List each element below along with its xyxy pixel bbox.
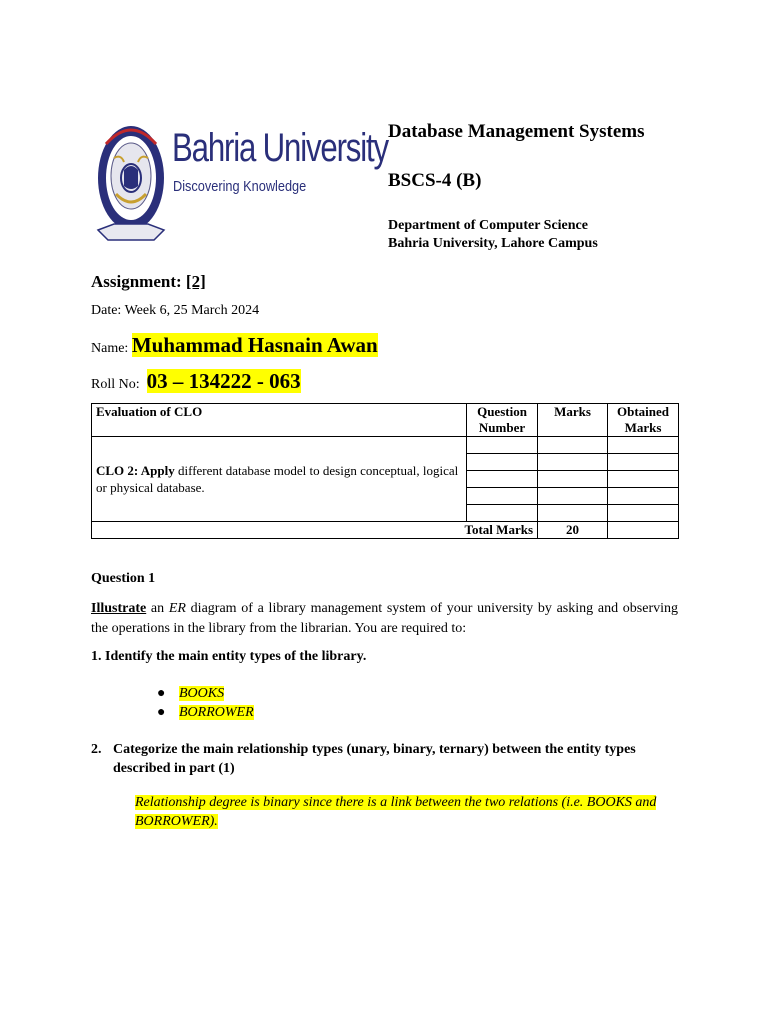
clo-label: CLO 2: Apply bbox=[96, 463, 175, 478]
question-cell bbox=[467, 454, 538, 471]
marks-cell bbox=[538, 488, 608, 505]
item2-number: 2. bbox=[91, 742, 102, 757]
assignment-date: Date: Week 6, 25 March 2024 bbox=[91, 303, 260, 318]
entity-books: BOOKS bbox=[179, 686, 225, 701]
clo-evaluation-table bbox=[91, 403, 679, 539]
header-obtained-line2: Marks bbox=[624, 420, 662, 435]
student-name: Muhammad Hasnain Awan bbox=[131, 333, 378, 357]
answer-highlight: Relationship degree is binary since there is a link between the two relations (i.e. BOOKS and BORROWER). bbox=[135, 795, 657, 829]
marks-cell bbox=[538, 454, 608, 471]
header-marks: Marks bbox=[538, 404, 608, 437]
obtained-cell bbox=[608, 471, 679, 488]
item2-line2: described in part (1) bbox=[113, 761, 235, 776]
header-evaluation: Evaluation of CLO bbox=[92, 404, 467, 437]
assignment-label: Assignment: bbox=[91, 272, 182, 291]
roll-row bbox=[91, 369, 301, 394]
entity-borrower: BORROWER bbox=[179, 705, 254, 720]
intro-part-a: an bbox=[146, 601, 169, 616]
total-marks-value: 20 bbox=[538, 522, 608, 539]
header-obtained-line1: Obtained bbox=[616, 404, 669, 419]
name-label: Name: bbox=[91, 341, 129, 356]
header-question-number bbox=[467, 404, 538, 437]
question-title: Question 1 bbox=[91, 571, 156, 586]
course-title: Database Management Systems bbox=[388, 121, 645, 142]
bullet-icon: ● bbox=[157, 686, 166, 701]
marks-cell bbox=[538, 471, 608, 488]
header-question-line1: Question bbox=[477, 404, 527, 419]
header-obtained-marks bbox=[608, 404, 679, 437]
question-item-1: 1. Identify the main entity types of the library. bbox=[91, 649, 367, 664]
intro-part-b: diagram of a library management system of your university by asking and observing the operations in the library from the librarian. You are required to: bbox=[91, 601, 678, 636]
item2-line1: Categorize the main relationship types (unary, binary, ternary) between the entity types bbox=[113, 742, 636, 757]
obtained-cell bbox=[608, 454, 679, 471]
clo-description bbox=[92, 437, 467, 522]
obtained-cell bbox=[608, 505, 679, 522]
roll-label: Roll No: bbox=[91, 377, 140, 392]
campus-name: Bahria University, Lahore Campus bbox=[388, 236, 598, 251]
department-block bbox=[388, 217, 598, 253]
assignment-heading bbox=[91, 272, 206, 292]
bullet-icon: ● bbox=[157, 705, 166, 720]
obtained-cell bbox=[608, 437, 679, 454]
total-marks-label: Total Marks bbox=[92, 522, 538, 539]
lead-word: Illustrate bbox=[91, 601, 147, 616]
university-name: Bahria University bbox=[172, 126, 388, 170]
question-cell bbox=[467, 505, 538, 522]
marks-cell bbox=[538, 505, 608, 522]
name-row bbox=[91, 333, 378, 358]
assignment-number: [2] bbox=[185, 272, 206, 291]
university-tagline: Discovering Knowledge bbox=[173, 178, 307, 195]
total-obtained-cell bbox=[608, 522, 679, 539]
question-cell bbox=[467, 488, 538, 505]
clo-text: different database model to design conceptual, logical or physical database. bbox=[96, 463, 459, 495]
course-section: BSCS-4 (B) bbox=[388, 170, 482, 191]
roll-number: 03 – 134222 - 063 bbox=[146, 369, 301, 393]
table-header-row bbox=[92, 404, 679, 437]
header-question-line2: Number bbox=[478, 420, 526, 435]
question-cell bbox=[467, 471, 538, 488]
question-cell bbox=[467, 437, 538, 454]
total-row bbox=[92, 522, 679, 539]
obtained-cell bbox=[608, 488, 679, 505]
table-row bbox=[92, 437, 679, 454]
department-name: Department of Computer Science bbox=[388, 218, 588, 233]
list-item bbox=[157, 705, 254, 721]
question-item-2 bbox=[91, 740, 678, 778]
answer-text bbox=[135, 793, 680, 831]
marks-cell bbox=[538, 437, 608, 454]
list-item bbox=[157, 686, 224, 702]
intro-er: ER bbox=[168, 601, 186, 616]
question-intro bbox=[91, 599, 678, 639]
